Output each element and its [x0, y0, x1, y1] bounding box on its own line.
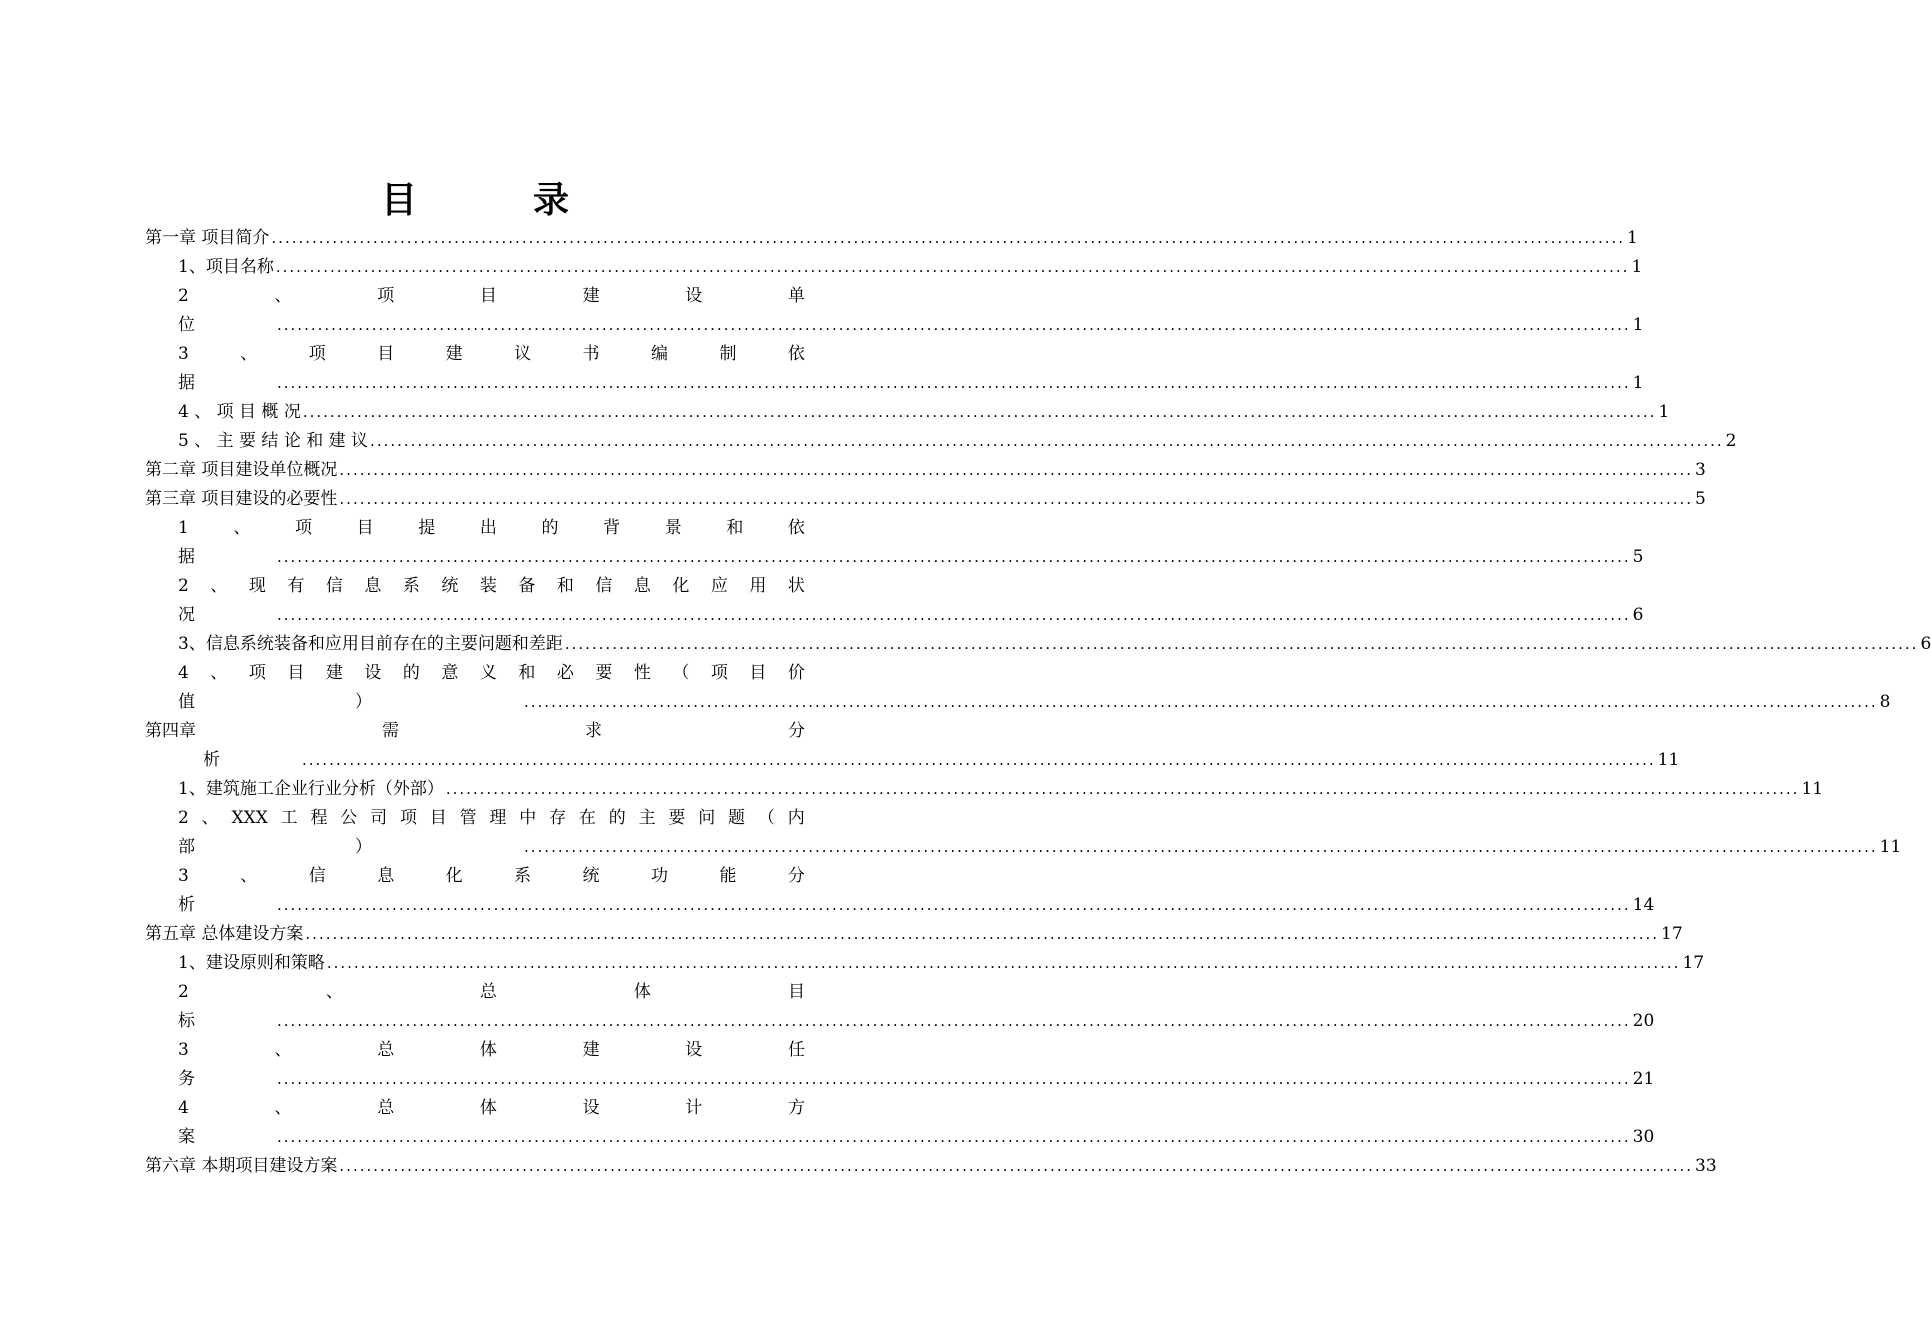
- toc-entry-label-part: 景: [664, 518, 682, 538]
- toc-entry-label-part: 有: [287, 576, 305, 596]
- toc-entry-label-part: 管: [459, 808, 477, 828]
- toc-entry-label-part: 项: [295, 518, 313, 538]
- toc-entry-label-part: 主: [638, 808, 656, 828]
- toc-page-number: 5: [1632, 547, 1644, 567]
- toc-leader-dots: ........................................................................................................................................................................................................: [277, 316, 1631, 334]
- toc-page-number: 1: [1632, 373, 1644, 393]
- toc-entry-label-part: 求: [585, 721, 602, 741]
- page-title: 目 录: [380, 179, 609, 221]
- toc-entry-label-part: 3: [178, 1040, 189, 1060]
- toc-entry-label-part: 目: [287, 663, 305, 683]
- toc-entry-label-part: 建: [325, 663, 343, 683]
- toc-page-number: 17: [1682, 953, 1705, 973]
- toc-entry-label-part: 工: [280, 808, 298, 828]
- toc-entry-label-part: 设: [364, 663, 382, 683]
- toc-entry-label-part: 体: [479, 1040, 497, 1060]
- toc-entry-label-part: 设: [685, 286, 703, 306]
- toc-entry-label-part: 书: [582, 344, 600, 364]
- toc-entry-label-part: 价: [787, 663, 805, 683]
- toc-entry-label: 1、建筑施工企业行业分析（外部）: [178, 779, 444, 799]
- toc-entry-label-part: 系: [514, 866, 532, 886]
- toc-page-number: 17: [1661, 924, 1683, 944]
- toc-entry-label-part: 司: [370, 808, 388, 828]
- toc-entry-label-part: 的: [402, 663, 420, 683]
- toc-page-number: 33: [1695, 1156, 1717, 1176]
- toc-entry-label-part: 第四章: [145, 721, 196, 741]
- toc-entry-label: 第三章 项目建设的必要性: [145, 489, 338, 509]
- toc-entry-label: 位: [178, 315, 195, 335]
- toc-entry-label-part: 目: [356, 518, 374, 538]
- toc-entry-label-part: 、: [325, 982, 343, 1002]
- toc-entry-label-part: 背: [603, 518, 621, 538]
- toc-entry-label-part: 4: [178, 663, 189, 683]
- toc-page-number: 6: [1920, 634, 1931, 654]
- toc-entry-label-part: 信: [595, 576, 613, 596]
- toc-entry-label-part: 和: [726, 518, 744, 538]
- toc-entry-label-part: 1: [178, 518, 189, 538]
- toc-leader-dots: ........................................................................................................................................................................................................: [271, 229, 1626, 247]
- toc-entry-label-part: 项: [710, 663, 728, 683]
- toc-entry-label: 务: [178, 1069, 195, 1089]
- toc-entry-label-part: 目: [377, 344, 395, 364]
- toc-entry-label-part: 、: [201, 808, 219, 828]
- toc-entry-label-part: 的: [541, 518, 559, 538]
- toc-entry-label-part: 3: [178, 344, 189, 364]
- toc-leader-dots: ........................................................................................................................................................................................................: [564, 635, 1919, 653]
- toc-leader-dots: ........................................................................................................................................................................................................: [302, 403, 1657, 421]
- toc-entry-label-part: 息: [364, 576, 382, 596]
- toc-entry-label-part: 2: [178, 286, 189, 306]
- toc-entry-label-part: （: [757, 808, 775, 828]
- toc-entry-label-part: 化: [445, 866, 463, 886]
- toc-entry-label-part: 系: [402, 576, 420, 596]
- toc-entry-label-part: 、: [274, 1098, 292, 1118]
- toc-entry-label-part: 、: [274, 1040, 292, 1060]
- toc-entry-label-part: 存: [549, 808, 567, 828]
- toc-leader-dots: ........................................................................................................................................................................................................: [339, 461, 1694, 479]
- toc-entry-label-part: 、: [210, 663, 228, 683]
- toc-entry-label-part: 公: [340, 808, 358, 828]
- toc-entry-label-part: 建: [445, 344, 463, 364]
- toc-entry-label-part: 应: [710, 576, 728, 596]
- toc-entry-label-part: 、: [274, 286, 292, 306]
- toc-entry-label-part: 设: [582, 1098, 600, 1118]
- toc-entry-label-part: 体: [633, 982, 651, 1002]
- toc-page-number: 11: [1657, 750, 1680, 770]
- toc-entry-label-part: 统: [582, 866, 600, 886]
- toc-entry-label-part: 编: [651, 344, 668, 364]
- toc-entry-label: 第一章 项目简介: [145, 228, 270, 248]
- toc-leader-dots: ........................................................................................................................................................................................................: [277, 1128, 1631, 1146]
- toc-entry-label-part: 单: [787, 286, 805, 306]
- toc-page-number: 5: [1695, 489, 1706, 509]
- toc-entry-label-part: 依: [787, 518, 805, 538]
- toc-entry-label: 值: [178, 692, 195, 712]
- toc-leader-dots: ........................................................................................................................................................................................................: [277, 548, 1631, 566]
- toc-entry-label-part: 分: [787, 866, 805, 886]
- toc-page-number: 3: [1695, 460, 1706, 480]
- toc-page-number: 1: [1632, 315, 1644, 335]
- toc-entry-label: 第二章 项目建设单位概况: [145, 460, 338, 480]
- toc-entry-label-part: 制: [719, 344, 737, 364]
- toc-entry-label: 1、项目名称: [178, 257, 274, 277]
- toc-leader-dots: ........................................................................................................................................................................................................: [277, 374, 1631, 392]
- toc-entry-label-part: 目: [479, 286, 497, 306]
- toc-leader-dots: ........................................................................................................................................................................................................: [277, 606, 1631, 624]
- toc-entry-label-part: 项: [308, 344, 326, 364]
- toc-entry-label-part: 依: [787, 344, 805, 364]
- toc-leader-dots: ........................................................................................................................................................................................................: [277, 1070, 1631, 1088]
- toc-entry-label-part: 方: [787, 1098, 805, 1118]
- toc-entry-label-part: 程: [310, 808, 328, 828]
- toc-entry-label-part: 2: [178, 982, 189, 1002]
- toc-entry-label-part: 2: [178, 576, 189, 596]
- toc-entry-label-part: 内: [787, 808, 805, 828]
- toc-entry-label-part: 化: [672, 576, 690, 596]
- toc-entry-label-part: 中: [519, 808, 537, 828]
- toc-entry-label-part: 总: [479, 982, 497, 1002]
- toc-entry-label-part: 义: [479, 663, 497, 683]
- toc-entry-label-part: 、: [240, 344, 258, 364]
- toc-entry-label-part: 信: [308, 866, 326, 886]
- toc-entry-label-part: 统: [441, 576, 459, 596]
- toc-entry-label-part: 和: [518, 663, 536, 683]
- toc-entry-label-part: 问: [698, 808, 716, 828]
- toc-page-number: 1: [1627, 228, 1638, 248]
- toc-entry-label-part: 3: [178, 866, 189, 886]
- toc-page-number: 21: [1632, 1069, 1655, 1089]
- toc-entry-label-part: 提: [418, 518, 436, 538]
- toc-entry-label-part: 体: [479, 1098, 497, 1118]
- toc-leader-dots: ........................................................................................................................................................................................................: [277, 1012, 1631, 1030]
- toc-entry-label-part: 、: [240, 866, 258, 886]
- toc-entry-label: 4 、 项 目 概 况: [178, 402, 301, 422]
- toc-entry-label-part: 功: [651, 866, 668, 886]
- toc-entry-label-part: 、: [233, 518, 251, 538]
- toc-entry-label-part: 总: [377, 1040, 395, 1060]
- toc-entry-label-part: 意: [441, 663, 459, 683]
- toc-entry-label-part: 目: [787, 982, 805, 1002]
- toc-entry-label-part: 的: [608, 808, 626, 828]
- toc-entry-label-part: 项: [377, 286, 395, 306]
- toc-leader-dots: ........................................................................................................................................................................................................: [339, 1157, 1694, 1175]
- toc-page-number: 11: [1879, 837, 1902, 857]
- toc-leader-dots: ........................................................................................................................................................................................................: [339, 490, 1694, 508]
- toc-entry-label-part: 题: [728, 808, 746, 828]
- toc-entry-label-part: 用: [749, 576, 767, 596]
- toc-entry-label-part: 任: [787, 1040, 805, 1060]
- toc-entry-label-part: 要: [595, 663, 613, 683]
- toc-entry-label-part: 息: [633, 576, 651, 596]
- toc-entry-label-part: 理: [489, 808, 507, 828]
- toc-entry-label-part: 信: [325, 576, 343, 596]
- toc-leader-dots: ........................................................................................................................................................................................................: [445, 780, 1800, 798]
- toc-leader-dots: ........................................................................................................................................................................................................: [370, 432, 1724, 450]
- toc-entry-label-part: 性: [633, 663, 651, 683]
- toc-entry-label-part: 项: [399, 808, 417, 828]
- toc-entry-label-part: 、: [210, 576, 228, 596]
- toc-entry-label: 据: [178, 373, 195, 393]
- toc-entry-label: 1、建设原则和策略: [178, 953, 325, 973]
- toc-entry-label-part: 需: [382, 721, 399, 741]
- toc-page-number: 14: [1632, 895, 1655, 915]
- toc-entry-label-part: 目: [749, 663, 767, 683]
- toc-entry-label: 部: [178, 837, 195, 857]
- toc-page-number: 8: [1879, 692, 1891, 712]
- toc-entry-label-part: 要: [668, 808, 686, 828]
- toc-entry-label-part: （: [672, 663, 690, 683]
- toc-leader-dots: ........................................................................................................................................................................................................: [275, 258, 1630, 276]
- toc-entry-label-part: 目: [429, 808, 447, 828]
- toc-entry-label-part: 息: [377, 866, 395, 886]
- toc-entry-label-part: 议: [514, 344, 532, 364]
- toc-entry-label-part: 建: [582, 1040, 600, 1060]
- toc-entry-label-part: 分: [788, 721, 805, 741]
- toc-entry-label-part: XXX: [231, 808, 268, 828]
- toc-entry-label: 析: [178, 895, 195, 915]
- toc-entry-label: 3、信息系统装备和应用目前存在的主要问题和差距: [178, 634, 563, 654]
- toc-entry-label-part: 状: [787, 576, 805, 596]
- toc-entry-label-part: 4: [178, 1098, 189, 1118]
- toc-leader-dots: ........................................................................................................................................................................................................: [305, 925, 1660, 943]
- toc-leader-dots: ........................................................................................................................................................................................................: [326, 954, 1681, 972]
- toc-page-number: 11: [1801, 779, 1824, 799]
- toc-entry-label: 据: [178, 547, 195, 567]
- toc-entry-label: 标: [178, 1011, 195, 1031]
- toc-entry-label: 5 、 主 要 结 论 和 建 议: [178, 431, 369, 451]
- toc-entry-label-part: 计: [685, 1098, 703, 1118]
- toc-entry-label-cont: ）: [355, 692, 372, 712]
- toc-entry-label-part: 装: [479, 576, 497, 596]
- toc-entry-label-part: 建: [582, 286, 600, 306]
- toc-entry-label-part: 必: [556, 663, 574, 683]
- toc-leader-dots: ........................................................................................................................................................................................................: [524, 693, 1878, 711]
- toc-leader-dots: ........................................................................................................................................................................................................: [524, 838, 1878, 856]
- toc-entry-label-part: 在: [578, 808, 596, 828]
- toc-entry-label-part: 设: [685, 1040, 703, 1060]
- toc-entry-label: 第六章 本期项目建设方案: [145, 1156, 338, 1176]
- toc-entry-label: 案: [178, 1127, 195, 1147]
- toc-page-number: 20: [1632, 1011, 1655, 1031]
- toc-page-number: 1: [1658, 402, 1670, 422]
- toc-page-number: 30: [1632, 1127, 1655, 1147]
- toc-entry-label-part: 项: [248, 663, 266, 683]
- toc-entry-label-part: 和: [556, 576, 574, 596]
- toc-entry-label-part: 备: [518, 576, 536, 596]
- toc-entry-label-part: 能: [719, 866, 737, 886]
- toc-leader-dots: ........................................................................................................................................................................................................: [277, 896, 1631, 914]
- toc-entry-label: 析: [203, 750, 220, 770]
- toc-page-number: 1: [1631, 257, 1643, 277]
- toc-entry-label: 况: [178, 605, 195, 625]
- toc-entry-label-part: 2: [178, 808, 189, 828]
- toc-entry-label-cont: ）: [355, 837, 372, 857]
- toc-entry-label-part: 现: [248, 576, 266, 596]
- toc-leader-dots: ........................................................................................................................................................................................................: [302, 751, 1656, 769]
- toc-entry-label: 第五章 总体建设方案: [145, 924, 304, 944]
- toc-page-number: 2: [1725, 431, 1737, 451]
- toc-page-number: 6: [1632, 605, 1644, 625]
- toc-entry-label-part: 总: [377, 1098, 395, 1118]
- toc-entry-label-part: 出: [479, 518, 497, 538]
